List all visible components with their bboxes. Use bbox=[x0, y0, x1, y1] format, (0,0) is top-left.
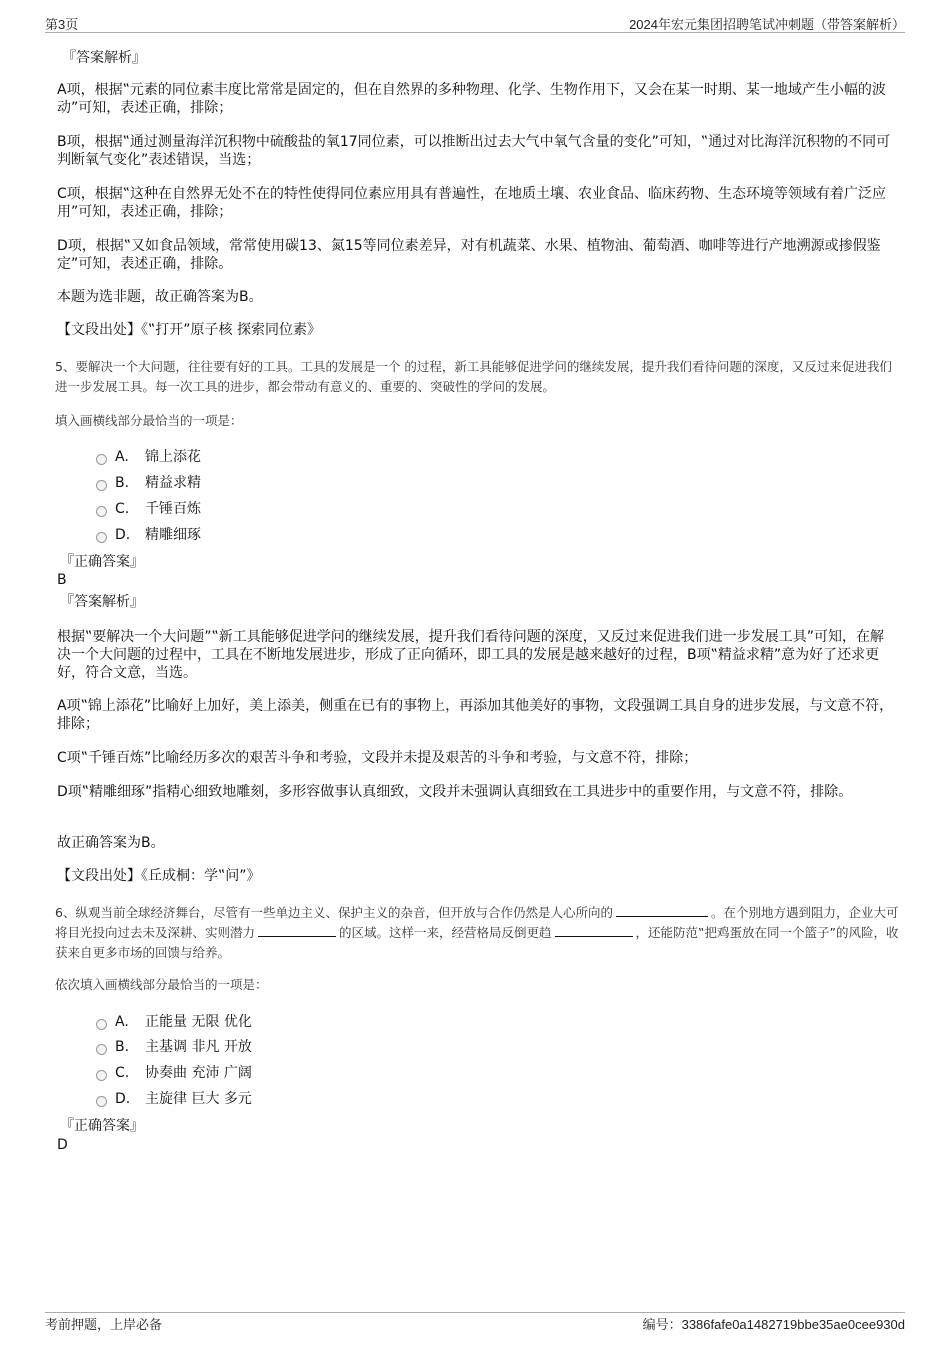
option-letter: B. bbox=[115, 1039, 130, 1055]
option-c[interactable] bbox=[96, 500, 201, 518]
option-letter: D. bbox=[115, 1091, 131, 1107]
question-6-prompt: 依次填入画横线部分最恰当的一项是： bbox=[55, 977, 268, 992]
option-d[interactable] bbox=[96, 526, 201, 544]
option-c[interactable] bbox=[96, 1064, 252, 1082]
option-letter: B. bbox=[115, 475, 130, 491]
option-a[interactable] bbox=[96, 1013, 252, 1031]
analysis-paragraph: A项‟锦上添花”比喻好上加好，美上添美，侧重在已有的事物上，再添加其他美好的事物，文段强调工具自身的进步发展，与文意不符，排除； bbox=[57, 698, 894, 732]
footer-slogan: 考前押题，上岸必备 bbox=[45, 1317, 163, 1332]
option-letter: A. bbox=[115, 1014, 129, 1030]
analysis-paragraph: D项‟精雕细琢”指精心细致地雕刻，多形容做事认真细致，文段并未强调认真细致在工具进步中的重要作用，与文意不符，排除。 bbox=[57, 784, 853, 800]
option-text: 精雕细琢 bbox=[145, 527, 201, 543]
option-b[interactable] bbox=[96, 474, 201, 492]
stem-text: ，还能防范‟把鸡蛋放在同一个篮子”的风险，收获来自更多市场的回馈与给养。 bbox=[55, 925, 899, 960]
option-text: 协奏曲 充沛 广阔 bbox=[145, 1065, 252, 1081]
question-5-stem: 5、要解决一个大问题，往往要有好的工具。工具的发展是一个 的过程，新工具能够促进学问的继续发展，提升我们看待问题的深度，又反过来促进我们进一步发展工具。每一次工具的进步，都会带动有意义的、重要的、突破性的学问的发展。 bbox=[55, 359, 892, 394]
stem-text: 。在个别地方遇到阻力，企业大可将目光投向过去未及深耕、实则潜力 bbox=[55, 905, 899, 940]
source: 【文段出处】《‟打开”原子核 探索同位素》 bbox=[57, 322, 321, 338]
blank bbox=[555, 924, 633, 937]
option-text: 精益求精 bbox=[145, 475, 201, 491]
answer-value: D bbox=[57, 1137, 68, 1153]
option-a[interactable] bbox=[96, 448, 201, 466]
question-6-stem bbox=[55, 903, 900, 963]
analysis-label: 『答案解析』 bbox=[62, 50, 146, 66]
answer-value: B bbox=[57, 572, 67, 588]
analysis-paragraph: B项，根据‟通过测量海洋沉积物中硫酸盐的氧17同位素，可以推断出过去大气中氧气含量的变化”可知，‟通过对比海洋沉积物的不同可判断氧气变化”表述错误，当选； bbox=[57, 134, 891, 168]
conclusion: 本题为选非题，故正确答案为B。 bbox=[57, 289, 263, 305]
radio-icon[interactable] bbox=[96, 1019, 107, 1030]
document-title: 2024年宏元集团招聘笔试冲刺题（带答案解析） bbox=[629, 17, 905, 32]
radio-icon[interactable] bbox=[96, 532, 107, 543]
option-d[interactable] bbox=[96, 1090, 252, 1108]
radio-icon[interactable] bbox=[96, 506, 107, 517]
analysis-label: 『答案解析』 bbox=[60, 594, 144, 610]
analysis-paragraph: 根据‟要解决一个大问题”‟新工具能够促进学问的继续发展，提升我们看待问题的深度，又反过来促进我们进一步发展工具”可知，在解决一个大问题的过程中，工具在不断地发展进步，形成了正向循环，即工具的发展是越来越好的过程，B项‟精益求精”意为好了还求更好，符合文意，当选。 bbox=[57, 629, 885, 681]
blank bbox=[616, 904, 708, 917]
document-id: 编号：3386fafe0a1482719bbe35ae0cee930d bbox=[642, 1317, 905, 1332]
question-5-prompt: 填入画横线部分最恰当的一项是： bbox=[55, 413, 243, 428]
answer-label: 『正确答案』 bbox=[60, 554, 144, 570]
header-divider bbox=[45, 32, 905, 33]
footer-divider bbox=[45, 1312, 905, 1313]
option-text: 千锤百炼 bbox=[145, 501, 201, 517]
option-text: 主基调 非凡 开放 bbox=[145, 1039, 252, 1055]
page-number: 第3页 bbox=[45, 17, 79, 32]
option-letter: C. bbox=[115, 1065, 130, 1081]
blank bbox=[258, 924, 336, 937]
analysis-paragraph: C项‟千锤百炼”比喻经历多次的艰苦斗争和考验，文段并未提及艰苦的斗争和考验，与文意不符，排除； bbox=[57, 750, 698, 766]
option-text: 正能量 无限 优化 bbox=[145, 1014, 252, 1030]
option-letter: C. bbox=[115, 501, 130, 517]
radio-icon[interactable] bbox=[96, 480, 107, 491]
option-letter: D. bbox=[115, 527, 131, 543]
radio-icon[interactable] bbox=[96, 1070, 107, 1081]
answer-label: 『正确答案』 bbox=[60, 1118, 144, 1134]
stem-text: 的区域。这样一来，经营格局反倒更趋 bbox=[339, 925, 552, 940]
radio-icon[interactable] bbox=[96, 1096, 107, 1107]
analysis-paragraph: C项，根据‟这种在自然界无处不在的特性使得同位素应用具有普遍性，在地质土壤、农业食品、临床药物、生态环境等领域有着广泛应用”可知，表述正确，排除； bbox=[57, 186, 887, 220]
option-letter: A. bbox=[115, 449, 129, 465]
analysis-paragraph: A项，根据‟元素的同位素丰度比常常是固定的，但在自然界的多种物理、化学、生物作用下，又会在某一时期、某一地域产生小幅的波动”可知，表述正确，排除； bbox=[57, 82, 886, 116]
conclusion: 故正确答案为B。 bbox=[57, 835, 165, 851]
radio-icon[interactable] bbox=[96, 454, 107, 465]
stem-text: 6、纵观当前全球经济舞台，尽管有一些单边主义、保护主义的杂音，但开放与合作仍然是人心所向的 bbox=[55, 905, 613, 920]
option-b[interactable] bbox=[96, 1038, 252, 1056]
option-text: 主旋律 巨大 多元 bbox=[145, 1091, 252, 1107]
option-text: 锦上添花 bbox=[145, 449, 201, 465]
analysis-paragraph: D项，根据‟又如食品领域，常常使用碳13、氮15等同位素差异，对有机蔬菜、水果、植物油、葡萄酒、咖啡等进行产地溯源或掺假鉴定”可知，表述正确，排除。 bbox=[57, 238, 881, 272]
source: 【文段出处】《丘成桐：学‟问”》 bbox=[57, 868, 261, 884]
radio-icon[interactable] bbox=[96, 1044, 107, 1055]
